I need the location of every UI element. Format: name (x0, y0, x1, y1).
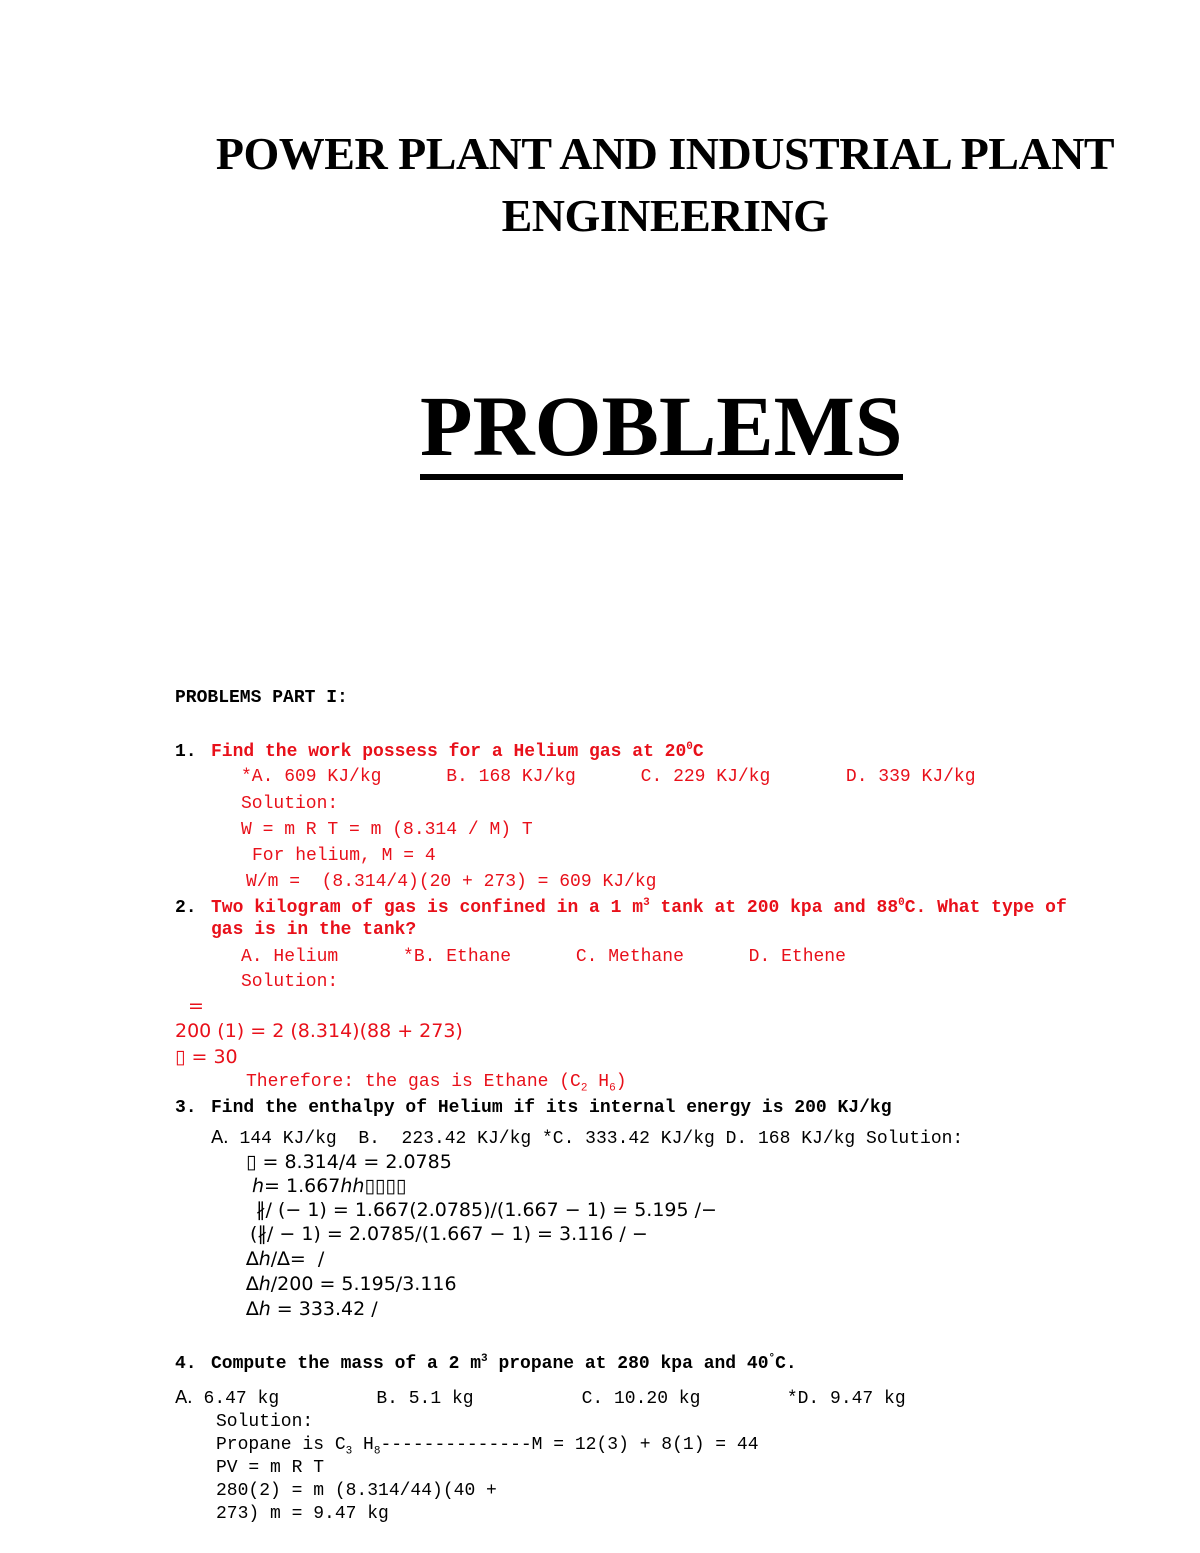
q3-choices: A. 144 KJ/kg B. 223.42 KJ/kg *C. 333.42 KJ/kg D. 168 KJ/kg Solution: (211, 1127, 964, 1149)
q4-solution-line1: Propane is $C_3$ $H_8--------------M = 12(3) + 8(1) = 44$ (216, 1435, 759, 1458)
q3-question: Find the enthalpy of Helium if its internal energy is 200 KJ/kg (211, 1098, 892, 1118)
q4-solution-label: Solution: (216, 1412, 314, 1432)
q1-solution-line2: For helium, M = 4 (252, 846, 436, 866)
q4-solution-line4: 273) m = 9.47 kg (216, 1504, 389, 1524)
q4-solution-line3: 280(2) = m (8.314/44)(40 + (216, 1481, 497, 1501)
q2-number: 2. (175, 898, 197, 918)
q2-equation-2: ▯ = 30 (175, 1046, 238, 1068)
q3-number: 3. (175, 1098, 197, 1118)
q1-solution-line1: W = m R T = m (8.314 / M) T (241, 820, 533, 840)
q1-number: 1. (175, 742, 197, 762)
q1-choices: *A. 609 KJ/kg B. 168 KJ/kg C. 229 KJ/kg D. 339 KJ/kg (241, 767, 976, 787)
q2-question-line2: gas is in the tank? (211, 920, 417, 940)
q2-equation-0: = (188, 995, 204, 1017)
q1-solution-label: Solution: (241, 794, 339, 814)
q3-line1: ▯ = 8.314/4 = 2.0785 (246, 1151, 452, 1173)
q3-line2: ℎ= 1.667ℎℎ▯▯▯▯ (252, 1175, 407, 1197)
problems-heading: PROBLEMS (420, 380, 903, 480)
document-title-line2: ENGINEERING (501, 190, 829, 241)
q3-line6: ∆ℎ/200 = 5.195/3.116 (246, 1273, 457, 1295)
q1-solution-line3: W/m = (8.314/4)(20 + 273) = 609 KJ/kg (246, 872, 657, 892)
q4-number: 4. (175, 1354, 197, 1374)
q1-question: Find the work possess for a Helium gas at $20^0C$ (211, 741, 704, 762)
q3-line7: ∆ℎ = 333.42 / (246, 1298, 378, 1320)
part-heading: PROBLEMS PART I: (175, 688, 348, 708)
q2-equation-1: 200 (1) = 2 (8.314)(88 + 273) (175, 1020, 463, 1042)
q4-choices: A. 6.47 kg B. 5.1 kg C. 10.20 kg *D. 9.47 kg (175, 1387, 906, 1409)
q2-conclusion: Therefore: the gas is Ethane ($C_2$ $H_6$) (246, 1072, 627, 1095)
q2-question-line1: Two kilogram of gas is confined in a 1 $m^3$ tank at 200 kpa and $88^0C$. What type of (211, 897, 1067, 918)
q3-line5: ∆ℎ/∆= / (246, 1248, 325, 1270)
q3-line4: (∦/ − 1) = 2.0785/(1.667 − 1) = 3.116 / − (250, 1223, 648, 1245)
q3-line3: ∦/ (− 1) = 1.667(2.0785)/(1.667 − 1) = 5.195 /− (256, 1199, 717, 1221)
document-title-line1: POWER PLANT AND INDUSTRIAL PLANT (215, 128, 1115, 179)
q4-question: Compute the mass of a 2 $m^3$ propane at 280 kpa and 40°C. (211, 1353, 797, 1374)
q2-solution-label: Solution: (241, 972, 339, 992)
q2-choices: A. Helium *B. Ethane C. Methane D. Ethene (241, 947, 846, 967)
q4-solution-line2: PV = m R T (216, 1458, 325, 1478)
